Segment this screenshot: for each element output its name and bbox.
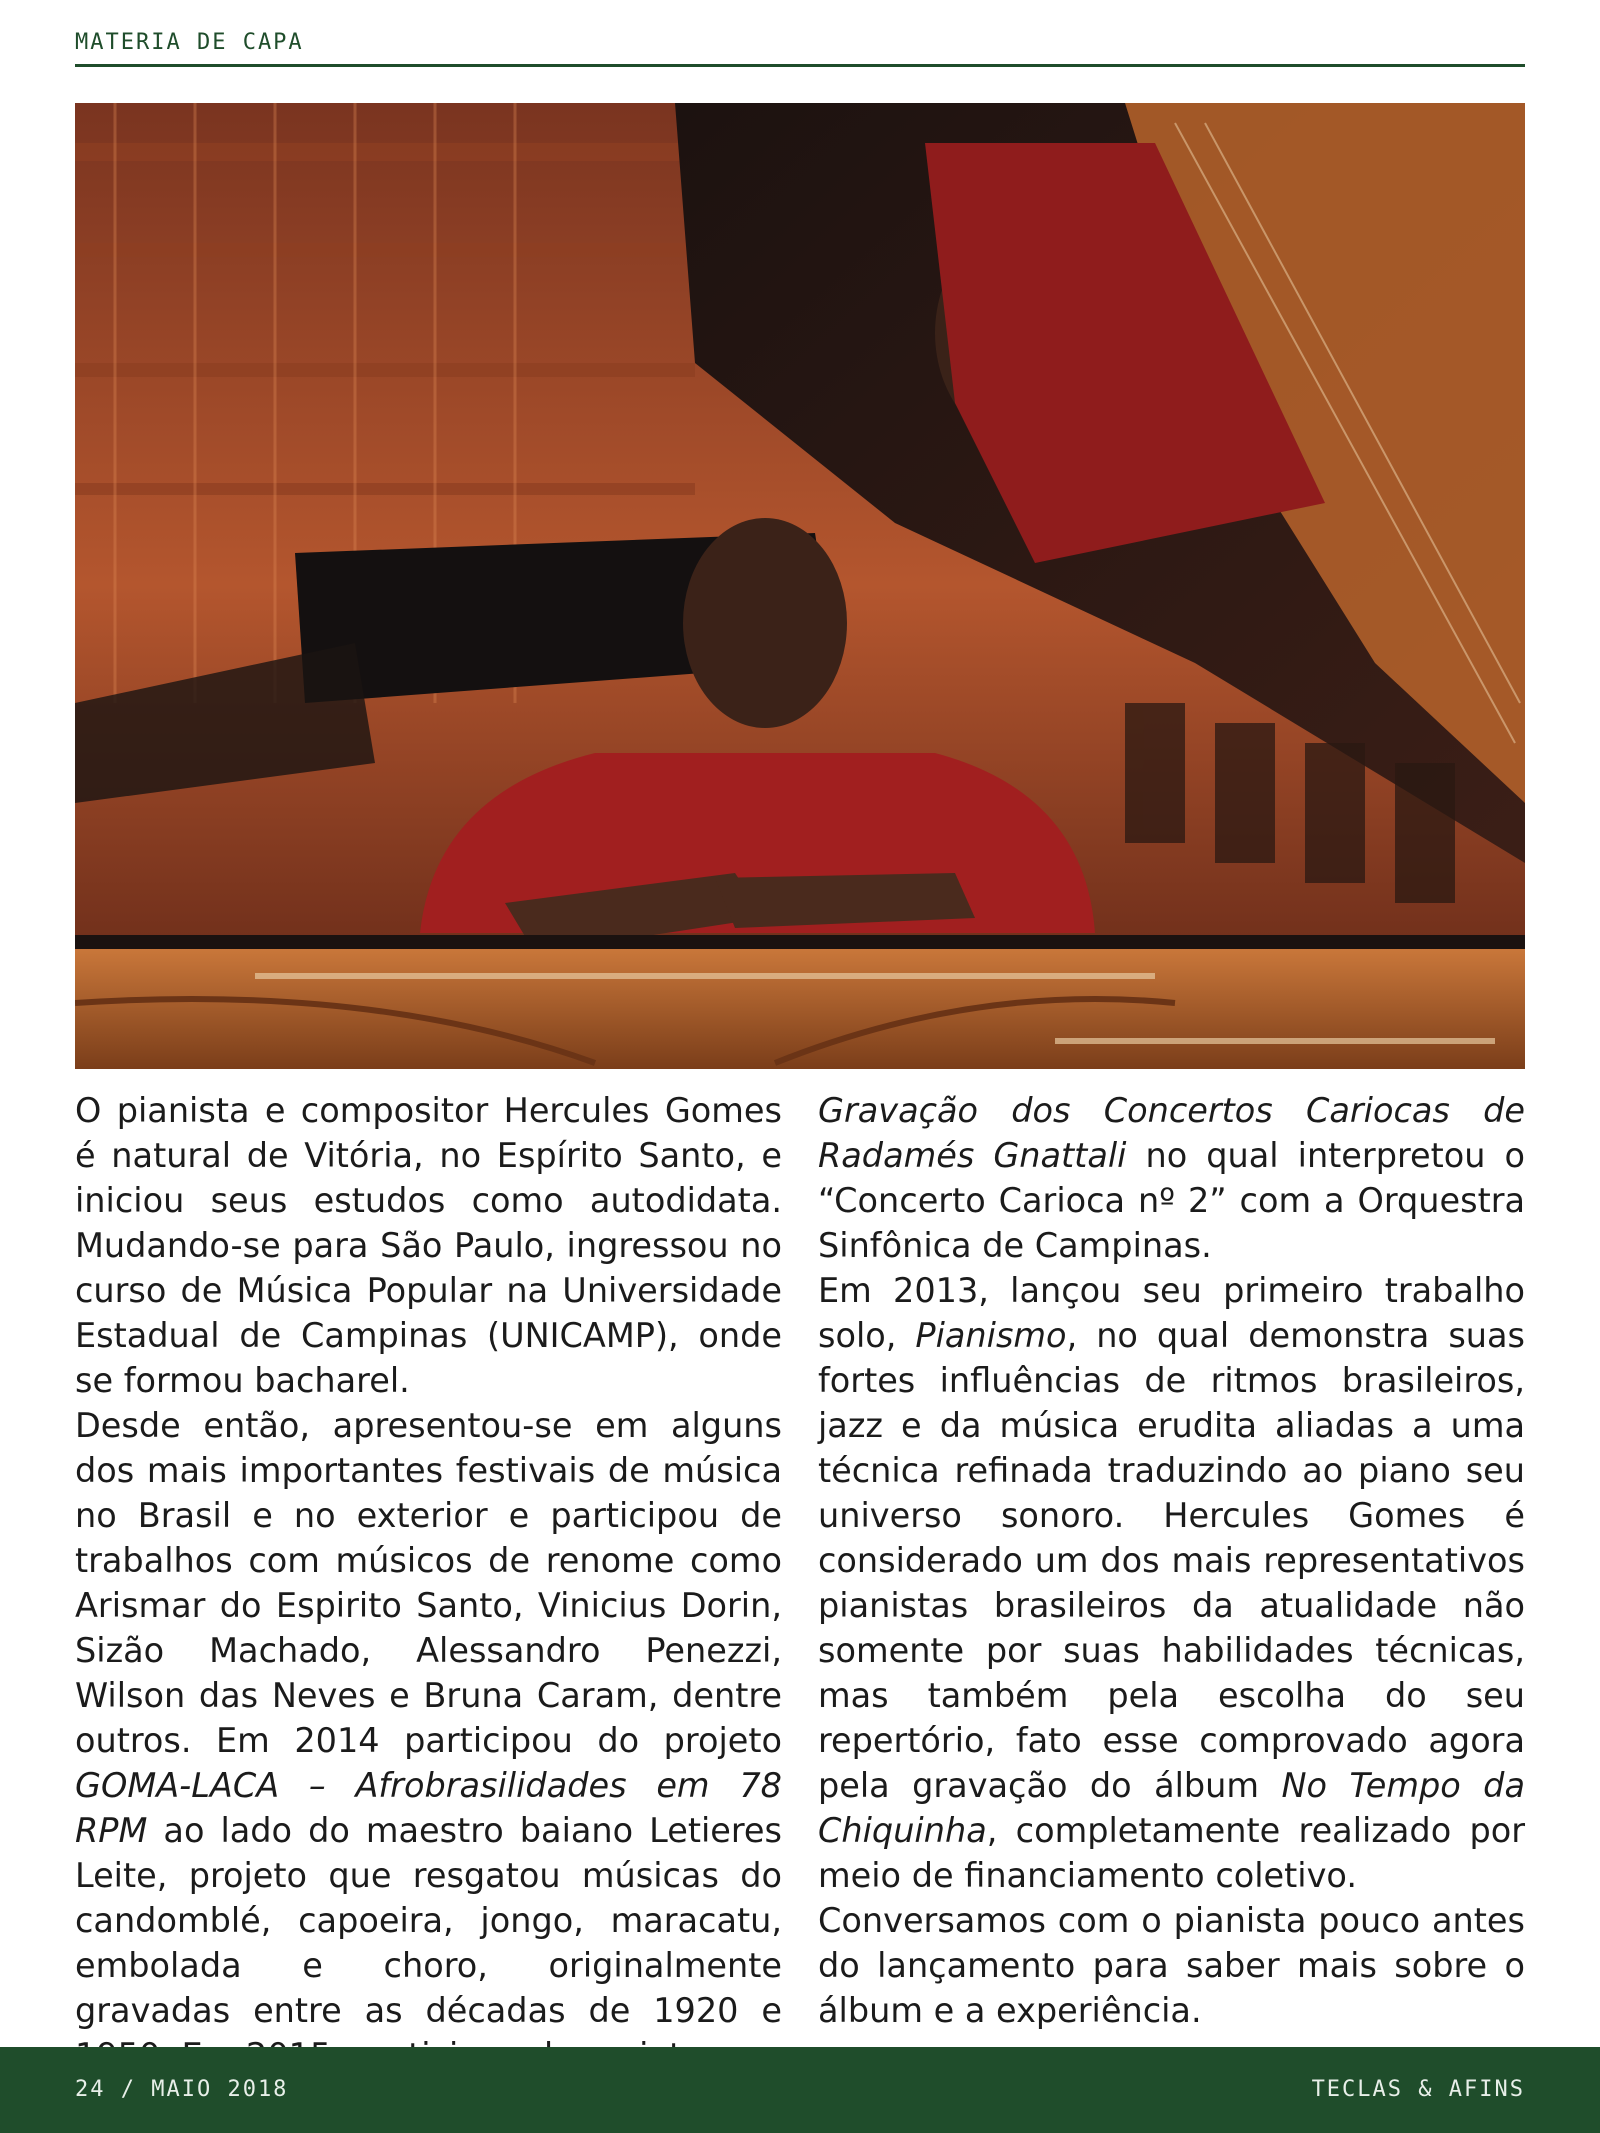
article-paragraph-2-continued	[818, 1088, 1525, 1268]
article-paragraph-1: O pianista e compositor Hercules Gomes é natural de Vitória, no Espírito Santo, e iniciou seus estudos como autodidata. Mudando-se para São Paulo, ingressou no curso de Música Popular na Universidade Estadual de Campinas (UNICAMP), onde se formou bacharel.	[75, 1091, 782, 1400]
article-column-left	[75, 1088, 782, 2078]
article-text: no qual interpretou o “Concerto Carioca nº 2” com a Orquestra Sinfônica de Campinas.	[818, 1136, 1526, 1265]
pianist-at-grand-piano-photo	[75, 103, 1525, 1069]
article-italic-title: Gravação dos Concertos Cariocas de Radamés Gnattali	[818, 1091, 1525, 1175]
magazine-name: TECLAS & AFINS	[1311, 2077, 1525, 2102]
article-text: , completamente realizado por meio de financiamento coletivo.	[818, 1811, 1525, 1895]
page-footer	[0, 2047, 1600, 2133]
article-text: ao lado do maestro baiano Letieres Leite, projeto que resgatou músicas do candomblé, capoeira, jongo, maracatu, embolada e choro, originalmente gravadas entre as décadas de 1920 e	[75, 1811, 782, 2030]
article-text: Em 2013, lançou seu primeiro trabalho solo,	[818, 1271, 1525, 1355]
article-italic-title: Pianismo	[915, 1316, 1067, 1355]
article-text: Desde então, apresentou-se em alguns dos mais importantes festivais de música no Brasil e no exterior e participou de trabalhos com músicos de renome como Arismar do Espirito Santo, Vinicius Dorin, Sizão Machado, Alessandro Penezzi, Wilson das Neves e Bruna Caram, dentre outros. Em 2014 participou do projeto	[75, 1406, 782, 1760]
article-column-right	[818, 1088, 1525, 2033]
article-italic-title: No Tempo da Chiquinha	[818, 1766, 1525, 1850]
section-label: MATERIA DE CAPA	[75, 30, 304, 55]
article-paragraph-3	[818, 1268, 1525, 1898]
article-italic-title: GOMA-LACA – Afrobrasilidades em 78 RPM	[75, 1766, 782, 1850]
photo-illustration	[75, 103, 1525, 1069]
page-number-date: 24 / MAIO 2018	[75, 2077, 289, 2102]
header-rule	[75, 64, 1525, 67]
article-paragraph-4: Conversamos com o pianista pouco antes do lançamento para saber mais sobre o álbum e a experiência.	[818, 1901, 1525, 2030]
article-text: , no qual demonstra suas fortes influências de ritmos brasileiros, jazz e da música erudita aliadas a uma técnica refinada traduzindo ao piano seu universo sonoro. Hercules Gomes é considerado um dos mais representativos pianistas brasileiros da atualidade não somente por suas habilidades técnicas, mas também pela escolha do seu repertório, fato esse comprovado agora pela gravação do álbum	[818, 1316, 1525, 1805]
article-paragraph-2	[75, 1403, 782, 2078]
